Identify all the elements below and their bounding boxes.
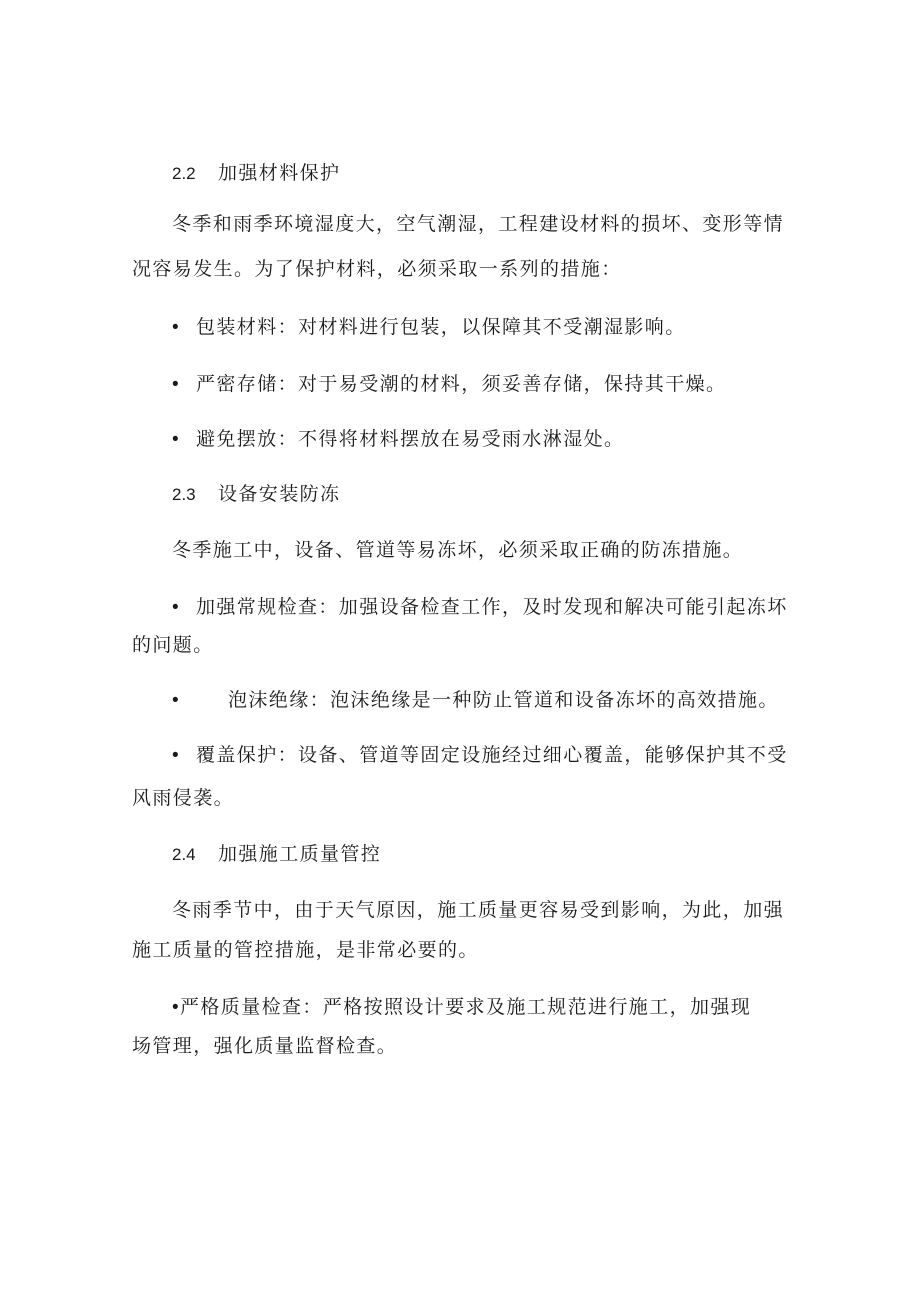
section-number: 2.2 xyxy=(172,164,196,183)
bullet-continuation: 的问题。 xyxy=(132,634,214,656)
bullet-item xyxy=(172,995,751,1020)
bullet-text: 严格质量检查：严格按照设计要求及施工规范进行施工，加强现 xyxy=(180,996,752,1018)
bullet-item xyxy=(172,743,788,768)
bullet-icon: • xyxy=(172,745,181,766)
paragraph-line: 冬季和雨季环境湿度大，空气潮湿，工程建设材料的损坏、变形等情 xyxy=(172,213,785,235)
bullet-icon: • xyxy=(172,997,181,1018)
bullet-icon: • xyxy=(172,317,181,338)
bullet-continuation: 风雨侵袭。 xyxy=(132,787,235,809)
section-title: 设备安装防冻 xyxy=(218,483,341,505)
bullet-text: 覆盖保护：设备、管道等固定设施经过细心覆盖，能够保护其不受 xyxy=(196,744,788,766)
section-heading-2-2 xyxy=(172,161,340,186)
section-title: 加强施工质量管控 xyxy=(218,843,382,865)
bullet-item xyxy=(172,315,686,340)
section-title: 加强材料保护 xyxy=(218,162,341,184)
bullet-icon: • xyxy=(172,429,181,450)
bullet-text: 加强常规检查：加强设备检查工作，及时发现和解决可能引起冻坏 xyxy=(196,596,788,618)
section-number: 2.3 xyxy=(172,485,196,504)
section-heading-2-4 xyxy=(172,842,381,867)
section-heading-2-3 xyxy=(172,482,340,507)
paragraph-line: 冬雨季节中，由于天气原因，施工质量更容易受到影响，为此，加强 xyxy=(172,899,785,921)
bullet-text: 避免摆放：不得将材料摆放在易受雨水淋湿处。 xyxy=(196,428,625,450)
bullet-item xyxy=(172,427,624,452)
bullet-item xyxy=(172,372,726,397)
paragraph-line: 冬季施工中，设备、管道等易冻坏，必须采取正确的防冻措施。 xyxy=(172,539,744,561)
bullet-text: 包装材料：对材料进行包装，以保障其不受潮湿影响。 xyxy=(196,316,686,338)
bullet-icon: • xyxy=(172,597,181,618)
section-number: 2.4 xyxy=(172,845,196,864)
bullet-continuation: 场管理，强化质量监督检查。 xyxy=(132,1035,398,1057)
bullet-text: 严密存储：对于易受潮的材料，须妥善存储，保持其干燥。 xyxy=(196,373,727,395)
paragraph-line: 施工质量的管控措施，是非常必要的。 xyxy=(132,939,479,961)
bullet-icon: • xyxy=(172,690,181,711)
bullet-item xyxy=(172,595,788,620)
paragraph-line: 况容易发生。为了保护材料，必须采取一系列的措施： xyxy=(132,258,622,280)
bullet-icon: • xyxy=(172,374,181,395)
bullet-item xyxy=(172,688,779,713)
bullet-text: 泡沫绝缘：泡沫绝缘是一种防止管道和设备冻坏的高效措施。 xyxy=(228,689,779,711)
